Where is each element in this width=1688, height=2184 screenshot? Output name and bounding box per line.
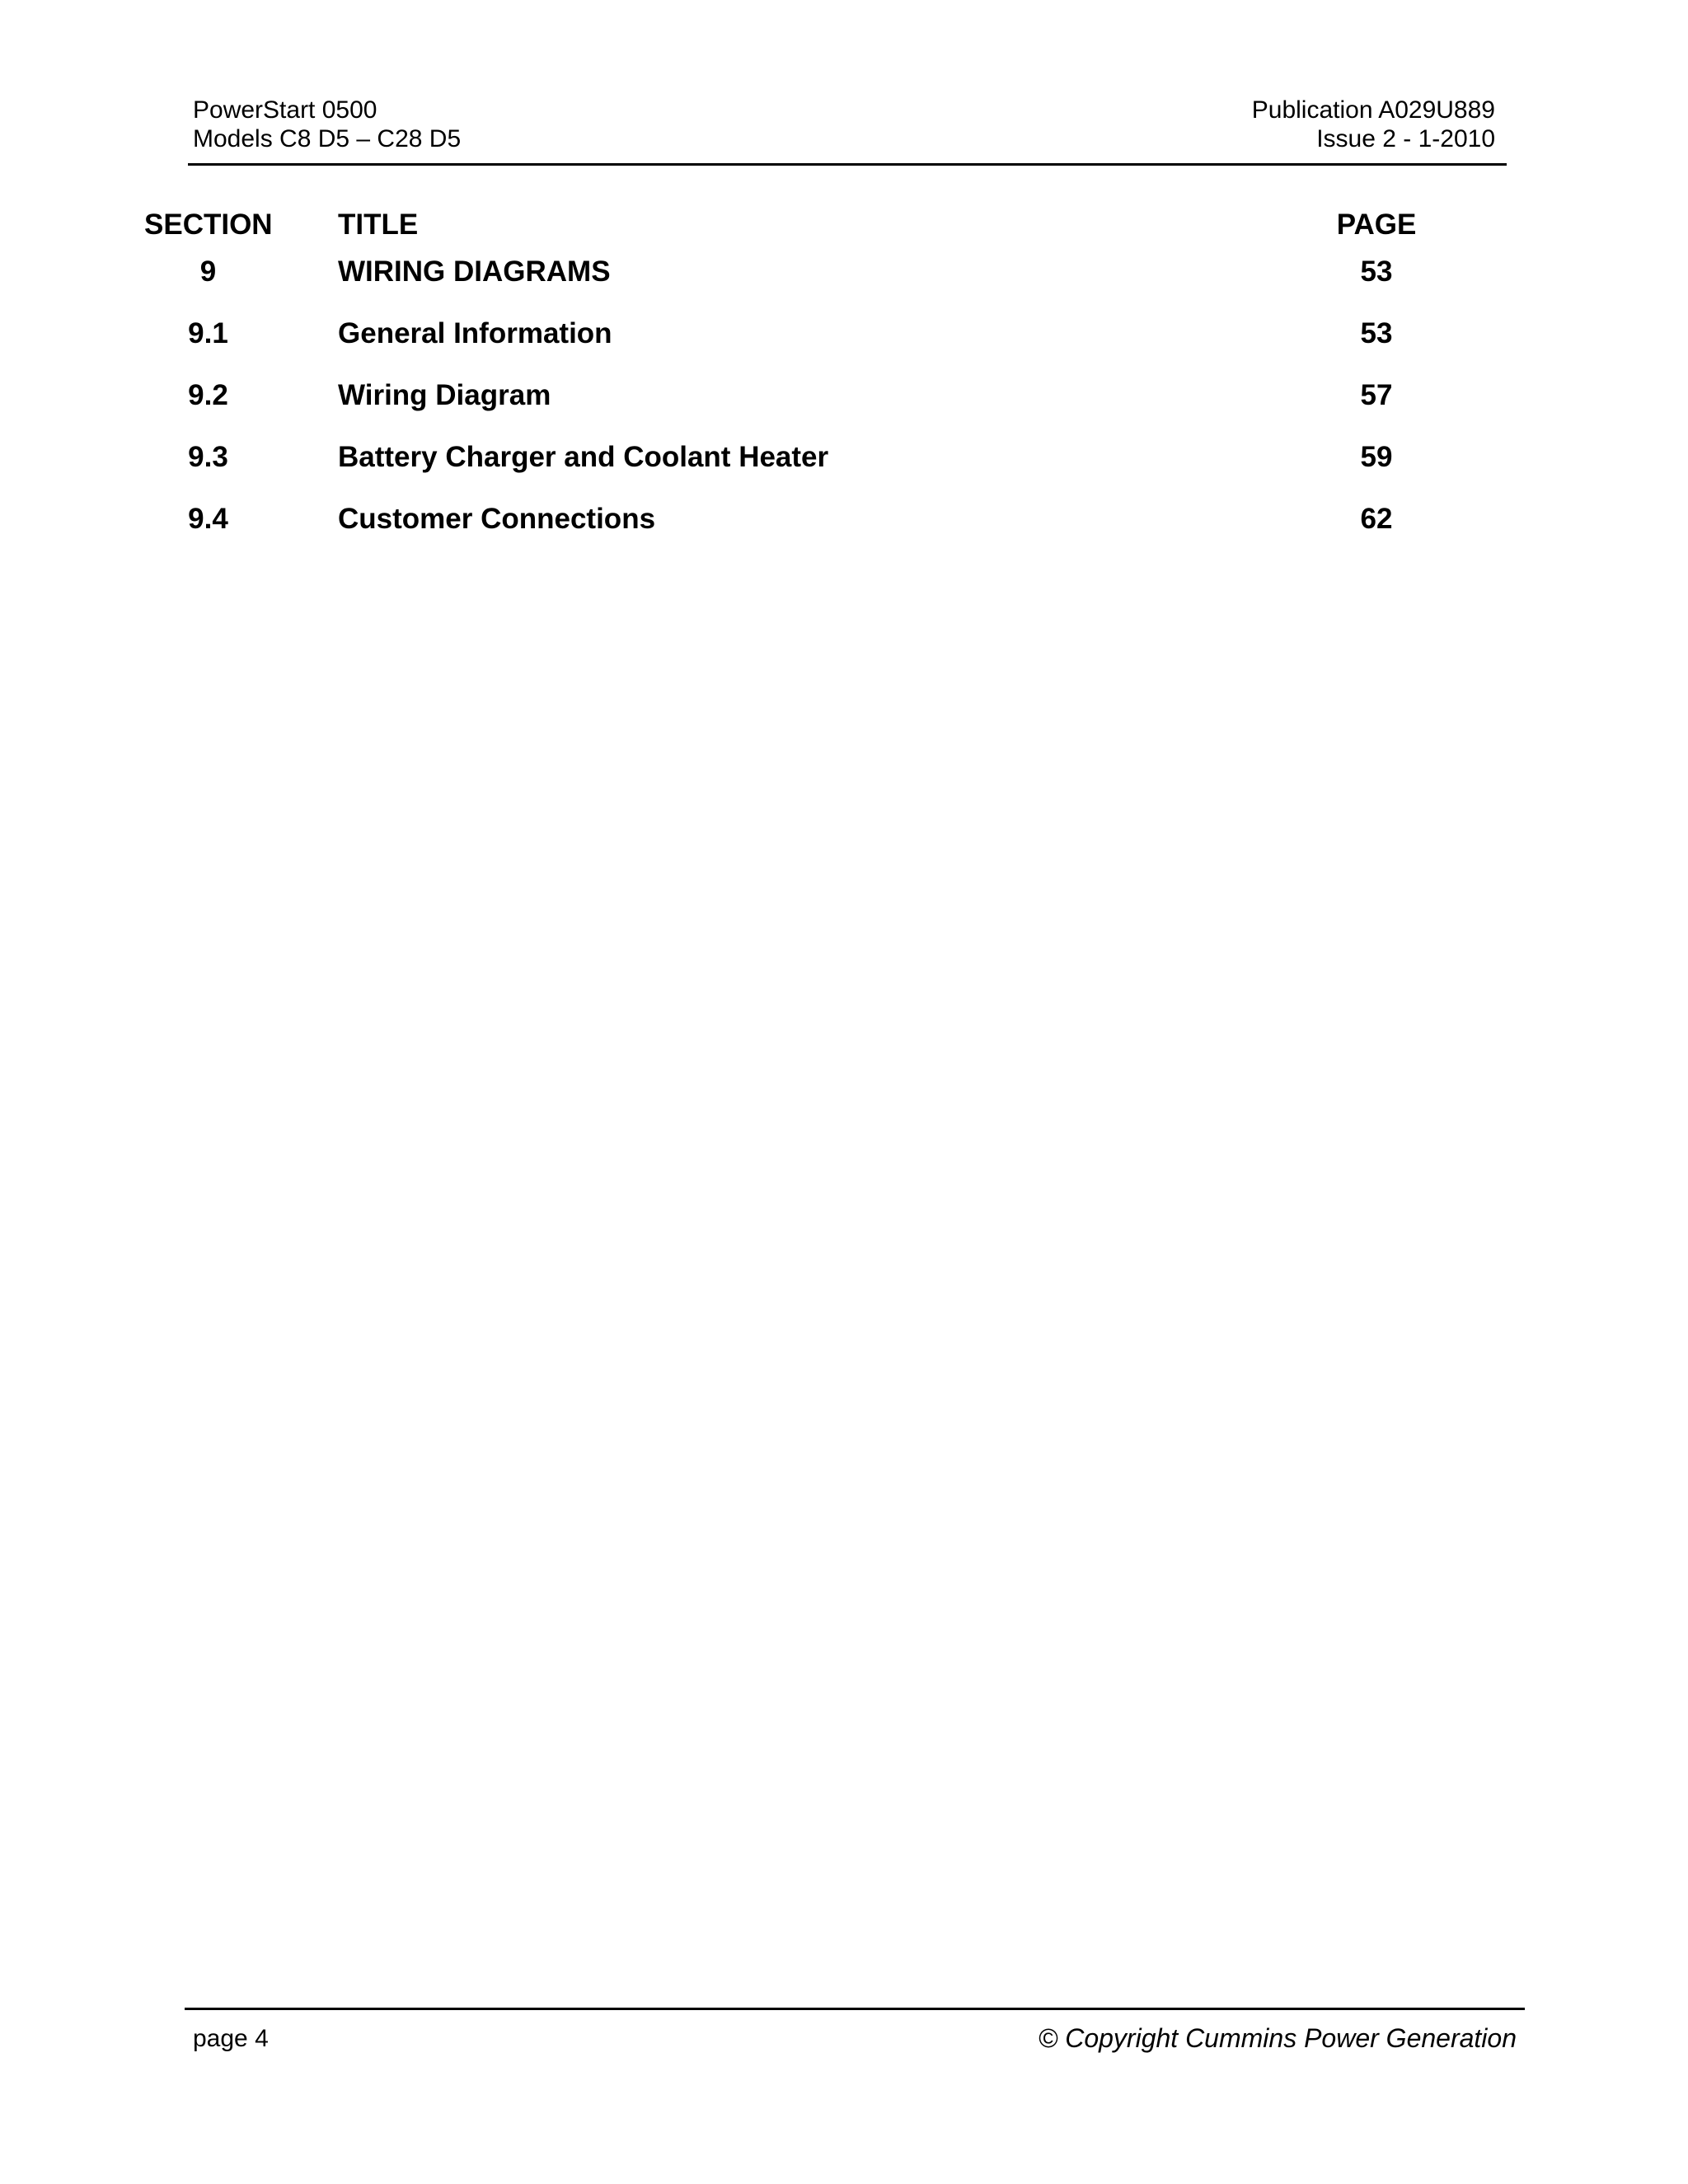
toc-row[interactable] [0, 251, 1688, 313]
toc-rows [0, 251, 1688, 560]
footer-copyright: © Copyright Cummins Power Generation [1038, 2023, 1517, 2053]
toc-page-number: 57 [1360, 379, 1393, 411]
toc-entry-title[interactable]: Customer Connections [338, 503, 656, 535]
toc-header-row [0, 204, 1688, 246]
toc-section-number: 9.4 [188, 503, 228, 535]
toc-row[interactable] [0, 375, 1688, 437]
toc-page-number: 53 [1360, 255, 1393, 288]
toc-section-number: 9.3 [188, 441, 228, 473]
toc-row[interactable] [0, 437, 1688, 499]
toc-entry-title[interactable]: WIRING DIAGRAMS [338, 255, 611, 288]
toc-section-number: 9 [199, 255, 217, 288]
product-name: PowerStart 0500 [193, 96, 377, 124]
toc-entry-title[interactable]: Wiring Diagram [338, 379, 551, 411]
toc-entry-title[interactable]: Battery Charger and Coolant Heater [338, 441, 829, 473]
issue-date: Issue 2 - 1-2010 [1316, 125, 1495, 152]
toc-entry-title[interactable]: General Information [338, 317, 612, 349]
toc-page-number: 53 [1360, 317, 1393, 349]
column-header-section: SECTION [144, 209, 273, 241]
footer-divider [185, 2008, 1525, 2010]
page-header [0, 0, 1688, 173]
toc-page-number: 62 [1360, 503, 1393, 535]
toc-page-number: 59 [1360, 441, 1393, 473]
publication-number: Publication A029U889 [1251, 96, 1495, 124]
toc-row[interactable] [0, 499, 1688, 560]
footer-page-label: page 4 [193, 2025, 269, 2052]
column-header-page: PAGE [1336, 209, 1417, 241]
models-range: Models C8 D5 – C28 D5 [193, 125, 462, 152]
toc-row[interactable] [0, 313, 1688, 375]
toc-section-number: 9.2 [188, 379, 228, 411]
header-right-block [1252, 96, 1495, 153]
toc-section-number: 9.1 [188, 317, 228, 349]
header-left-block [193, 96, 461, 153]
column-header-title: TITLE [338, 209, 419, 241]
header-divider [188, 163, 1507, 166]
